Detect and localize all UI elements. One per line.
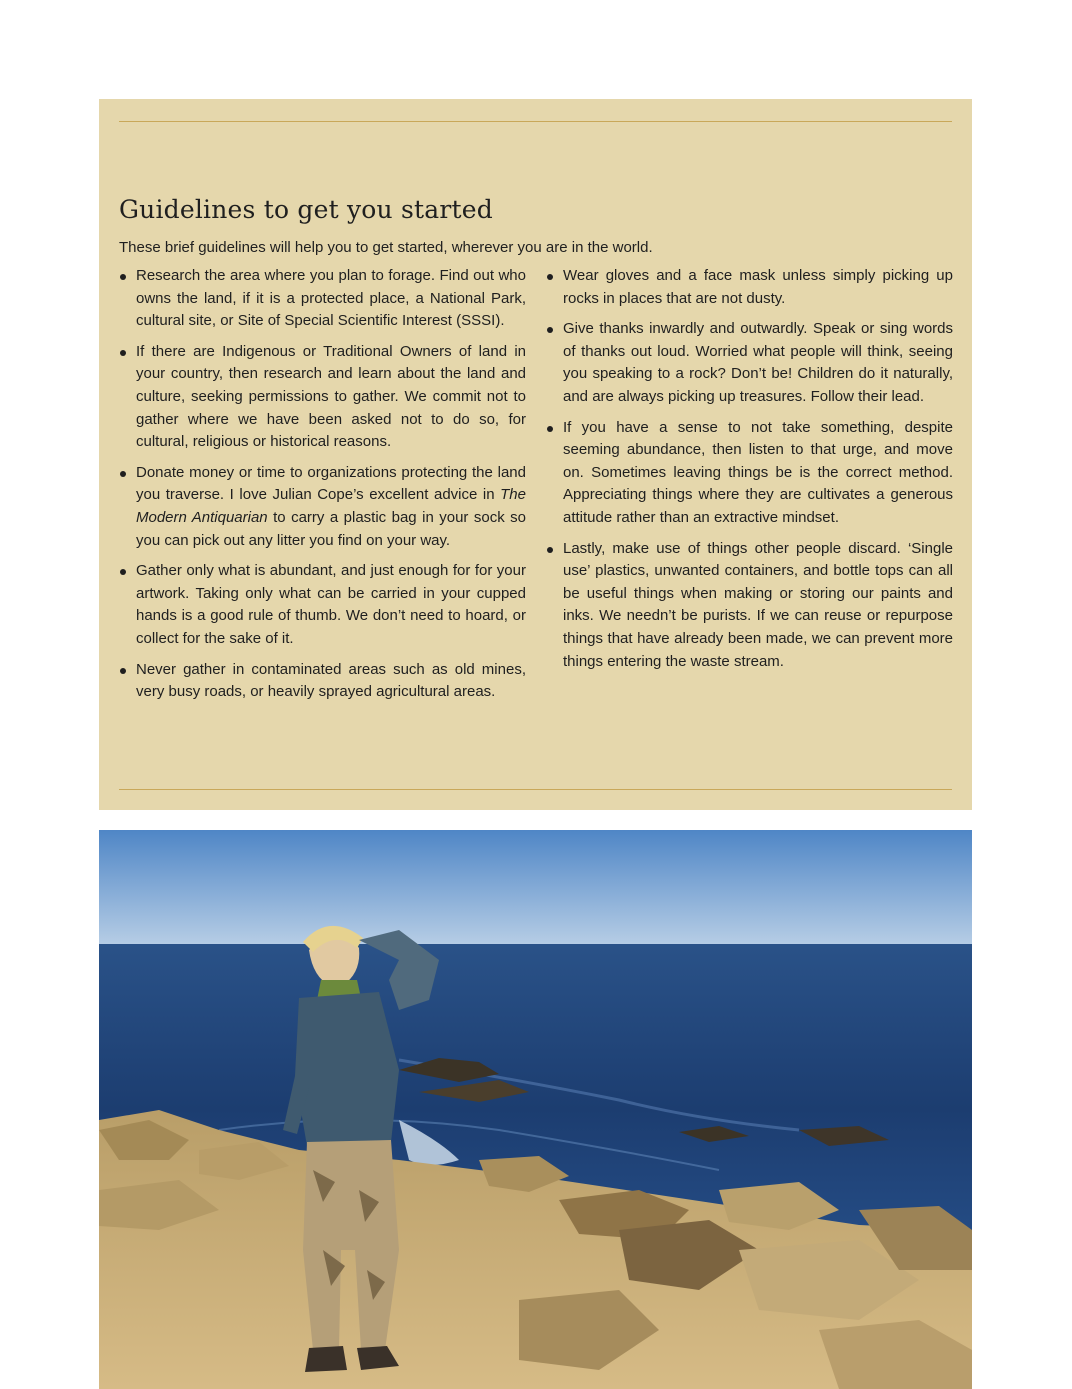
bullet-icon	[547, 547, 553, 553]
list-item: Lastly, make use of things other people discard. ‘Single use’ plastics, unwanted containers, and bottle tops can all be useful things when making or storing our paints and inks. We needn’t be purists. If we can reuse or repurpose things that have already been made, we can prevent more things entering the waste stream.	[546, 538, 953, 674]
intro-text: These brief guidelines will help you to get started, wherever you are in the world.	[119, 239, 653, 256]
bullet-icon	[120, 668, 126, 674]
bottom-divider	[119, 789, 952, 790]
list-item: Wear gloves and a face mask unless simply picking up rocks in places that are not dusty.	[546, 265, 953, 310]
sky	[99, 830, 972, 948]
book-title: The Modern Antiquarian	[136, 486, 526, 526]
guidelines-list-right	[546, 265, 953, 681]
list-item: Give thanks inwardly and outwardly. Speak or sing words of thanks out loud. Worried what people will think, seeing you speaking to a rock? Don’t be! Children do it naturally, and are always picking up treasures. Follow their lead.	[546, 318, 953, 408]
bullet-icon	[547, 426, 553, 432]
list-item: Research the area where you plan to forage. Find out who owns the land, if it is a protected place, a National Park, cultural site, or Site of Special Scientific Interest (SSSI).	[119, 265, 526, 333]
coastal-photo	[99, 830, 972, 1389]
list-item: If you have a sense to not take something, despite seeming abundance, then listen to that urge, and move on. Sometimes leaving things be is the correct method. Appreciating things where they are cultivates a generous attitude rather than an extractive mindset.	[546, 417, 953, 530]
bullet-icon	[547, 274, 553, 280]
bullet-icon	[120, 274, 126, 280]
list-item: Donate money or time to organizations protecting the land you traverse. I love Julian Cope’s excellent advice in The Modern Antiquarian to carry a plastic bag in your sock so you can pick out any litter you find on your way.	[119, 462, 526, 552]
guidelines-panel	[99, 99, 972, 810]
bullet-icon	[120, 569, 126, 575]
list-item: If there are Indigenous or Traditional Owners of land in your country, then research and learn about the land and culture, seeking permissions to gather. We commit not to gather where we have been asked not to do so, for cultural, religious or historical reasons.	[119, 341, 526, 454]
list-item: Gather only what is abundant, and just enough for for your artwork. Taking only what can be carried in your cupped hands is a good rule of thumb. We don’t need to hoard, or collect for the sake of it.	[119, 560, 526, 650]
list-item: Never gather in contaminated areas such as old mines, very busy roads, or heavily sprayed agricultural areas.	[119, 659, 526, 704]
bullet-icon	[120, 350, 126, 356]
top-divider	[119, 121, 952, 122]
coastal-photo-illustration	[99, 830, 972, 1389]
guidelines-list-left	[119, 265, 526, 712]
bullet-icon	[120, 471, 126, 477]
bullet-icon	[547, 327, 553, 333]
section-title: Guidelines to get you started	[119, 195, 493, 224]
